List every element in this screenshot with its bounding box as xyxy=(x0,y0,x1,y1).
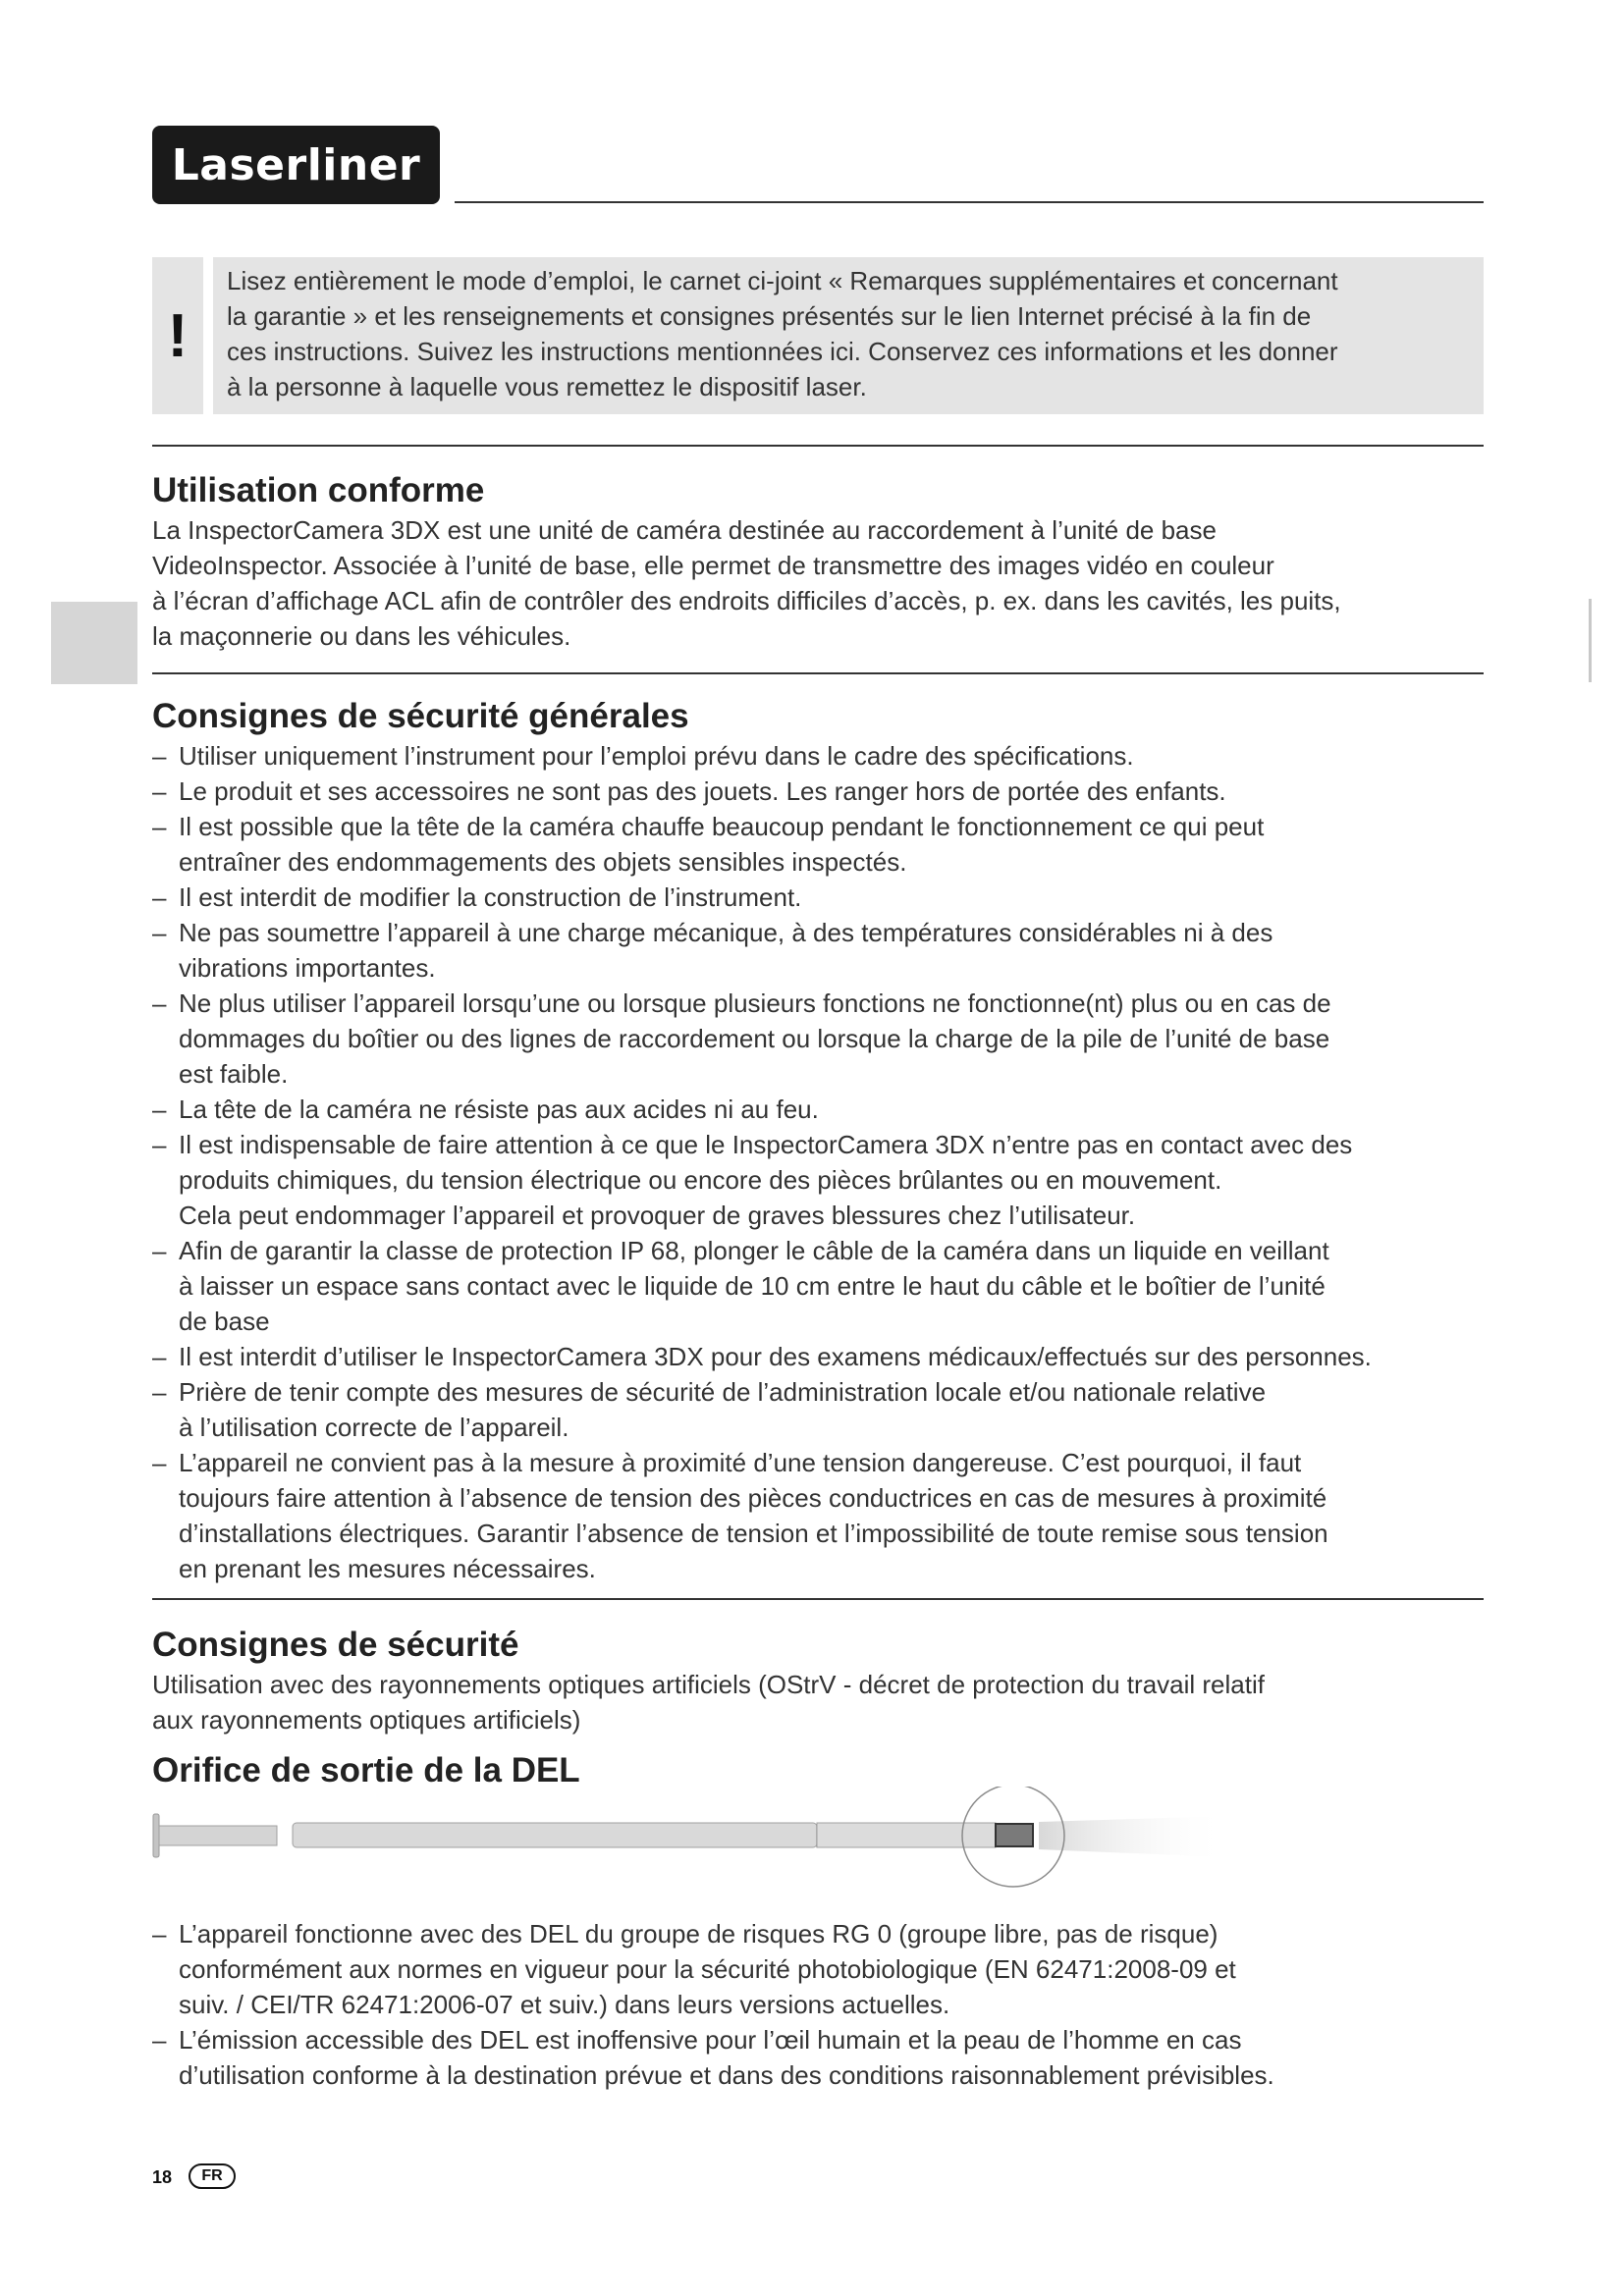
list-item-line: entraîner des endommagements des objets sensibles inspectés. xyxy=(179,847,907,877)
utilisation-paragraph xyxy=(152,512,1497,654)
camera-cable-diagram xyxy=(147,1787,1247,1904)
text-line: Utilisation avec des rayonnements optiques artificiels (OStrV - décret de protection du travail relatif xyxy=(152,1670,1265,1699)
list-item-line: conformément aux normes en vigueur pour la sécurité photobiologique (EN 62471:2008-09 et xyxy=(179,1954,1236,1984)
section-title-orifice: Orifice de sortie de la DEL xyxy=(152,1751,580,1789)
header-rule xyxy=(455,201,1484,203)
text-line: La InspectorCamera 3DX est une unité de caméra destinée au raccordement à l’unité de base xyxy=(152,515,1217,545)
led-beam xyxy=(1039,1816,1227,1857)
list-item xyxy=(152,1233,1507,1339)
bullet-dash: – xyxy=(152,2025,167,2055)
list-item-line: L’émission accessible des DEL est inoffensive pour l’œil humain et la peau de l’homme en cas xyxy=(179,2025,1242,2055)
led-output-icon xyxy=(996,1824,1033,1846)
securite-paragraph xyxy=(152,1667,1497,1737)
language-badge: FR xyxy=(189,2163,236,2189)
warning-icon: ! xyxy=(152,257,203,414)
list-item-line: Afin de garantir la classe de protection IP 68, plonger le câble de la caméra dans un liquide en veillant xyxy=(179,1236,1329,1265)
section-title-securite: Consignes de sécurité xyxy=(152,1626,519,1664)
section-title-generales: Consignes de sécurité générales xyxy=(152,697,689,735)
notice-line: Lisez entièrement le mode d’emploi, le carnet ci-joint « Remarques supplémentaires et concernant xyxy=(227,266,1338,295)
bullet-dash: – xyxy=(152,882,167,912)
language-side-tab xyxy=(51,602,137,684)
notice-line: à la personne à laquelle vous remettez le dispositif laser. xyxy=(227,372,867,401)
list-item-line: suiv. / CEI/TR 62471:2006-07 et suiv.) dans leurs versions actuelles. xyxy=(179,1990,950,2019)
list-item xyxy=(152,1127,1507,1233)
list-item-line: Il est possible que la tête de la caméra chauffe beaucoup pendant le fonctionnement ce qui peut xyxy=(179,812,1265,841)
list-item-line: Il est interdit d’utiliser le InspectorCamera 3DX pour des examens médicaux/effectués sur des personnes. xyxy=(179,1342,1372,1371)
orifice-list xyxy=(152,1916,1507,2093)
list-item-line: Il est indispensable de faire attention à ce que le InspectorCamera 3DX n’entre pas en contact avec des xyxy=(179,1130,1353,1159)
list-item-line: Prière de tenir compte des mesures de sécurité de l’administration locale et/ou nationale relative xyxy=(179,1377,1267,1407)
notice-box xyxy=(152,257,1484,414)
brand-logo: Laserliner xyxy=(152,126,440,204)
list-item-line: toujours faire attention à l’absence de tension des pièces conductrices en cas de mesures à proximité xyxy=(179,1483,1327,1513)
list-item-line: en prenant les mesures nécessaires. xyxy=(179,1554,596,1583)
notice-text xyxy=(213,257,1484,414)
list-item xyxy=(152,1445,1507,1586)
cable-short-segment xyxy=(159,1826,277,1845)
bullet-dash: – xyxy=(152,1919,167,1949)
bullet-dash: – xyxy=(152,1130,167,1159)
list-item-line: Il est interdit de modifier la construction de l’instrument. xyxy=(179,882,802,912)
bullet-dash: – xyxy=(152,1095,167,1124)
text-line: à l’écran d’affichage ACL afin de contrôler des endroits difficiles d’accès, p. ex. dans les cavités, les puits, xyxy=(152,586,1341,615)
bullet-dash: – xyxy=(152,1377,167,1407)
section-divider xyxy=(152,672,1484,674)
cable-end-cap xyxy=(153,1814,159,1857)
list-item-line: d’installations électriques. Garantir l’absence de tension et l’impossibilité de toute remise sous tension xyxy=(179,1519,1328,1548)
notice-line: ces instructions. Suivez les instructions mentionnées ici. Conservez ces informations et les donner xyxy=(227,337,1338,366)
bullet-dash: – xyxy=(152,1236,167,1265)
page-number: 18 xyxy=(152,2167,173,2187)
bullet-dash: – xyxy=(152,812,167,841)
text-line: la maçonnerie ou dans les véhicules. xyxy=(152,621,571,651)
cable-main-segment xyxy=(293,1823,996,1847)
list-item-line: de base xyxy=(179,1307,270,1336)
page-edge-mark xyxy=(1589,599,1592,682)
list-item-line: Ne plus utiliser l’appareil lorsqu’une ou lorsque plusieurs fonctions ne fonctionne(nt) plus ou en cas de xyxy=(179,988,1331,1018)
list-item-line: à l’utilisation correcte de l’appareil. xyxy=(179,1413,569,1442)
list-item xyxy=(152,2022,1507,2093)
list-item xyxy=(152,1916,1507,2022)
bullet-dash: – xyxy=(152,1448,167,1477)
list-item xyxy=(152,774,1507,809)
list-item xyxy=(152,880,1507,915)
list-item-line: La tête de la caméra ne résiste pas aux acides ni au feu. xyxy=(179,1095,819,1124)
text-line: VideoInspector. Associée à l’unité de base, elle permet de transmettre des images vidéo en couleur xyxy=(152,551,1274,580)
generales-list xyxy=(152,738,1507,1586)
list-item-line: produits chimiques, du tension électrique ou encore des pièces brûlantes ou en mouvement. xyxy=(179,1165,1222,1195)
list-item-line: est faible. xyxy=(179,1059,289,1089)
text-line: aux rayonnements optiques artificiels) xyxy=(152,1705,581,1735)
section-divider xyxy=(152,445,1484,447)
list-item-line: vibrations importantes. xyxy=(179,953,436,983)
list-item-line: dommages du boîtier ou des lignes de raccordement ou lorsque la charge de la pile de l’unité de base xyxy=(179,1024,1330,1053)
list-item-line: à laisser un espace sans contact avec le liquide de 10 cm entre le haut du câble et le boîtier de l’unité xyxy=(179,1271,1326,1301)
list-item xyxy=(152,1374,1507,1445)
list-item-line: Utiliser uniquement l’instrument pour l’emploi prévu dans le cadre des spécifications. xyxy=(179,741,1134,771)
list-item xyxy=(152,1339,1507,1374)
list-item xyxy=(152,915,1507,986)
list-item-line: L’appareil fonctionne avec des DEL du groupe de risques RG 0 (groupe libre, pas de risque) xyxy=(179,1919,1218,1949)
bullet-dash: – xyxy=(152,988,167,1018)
bullet-dash: – xyxy=(152,741,167,771)
list-item-line: Ne pas soumettre l’appareil à une charge mécanique, à des températures considérables ni à des xyxy=(179,918,1273,947)
list-item xyxy=(152,738,1507,774)
list-item xyxy=(152,1092,1507,1127)
bullet-dash: – xyxy=(152,918,167,947)
list-item-line: Cela peut endommager l’appareil et provoquer de graves blessures chez l’utilisateur. xyxy=(179,1201,1136,1230)
section-title-utilisation: Utilisation conforme xyxy=(152,471,485,509)
list-item xyxy=(152,809,1507,880)
list-item-line: Le produit et ses accessoires ne sont pas des jouets. Les ranger hors de portée des enfants. xyxy=(179,776,1226,806)
list-item xyxy=(152,986,1507,1092)
list-item-line: d’utilisation conforme à la destination prévue et dans des conditions raisonnablement prévisibles. xyxy=(179,2060,1274,2090)
notice-line: la garantie » et les renseignements et consignes présentés sur le lien Internet précisé à la fin de xyxy=(227,301,1312,331)
bullet-dash: – xyxy=(152,776,167,806)
bullet-dash: – xyxy=(152,1342,167,1371)
section-divider xyxy=(152,1598,1484,1600)
list-item-line: L’appareil ne convient pas à la mesure à proximité d’une tension dangereuse. C’est pourquoi, il faut xyxy=(179,1448,1302,1477)
